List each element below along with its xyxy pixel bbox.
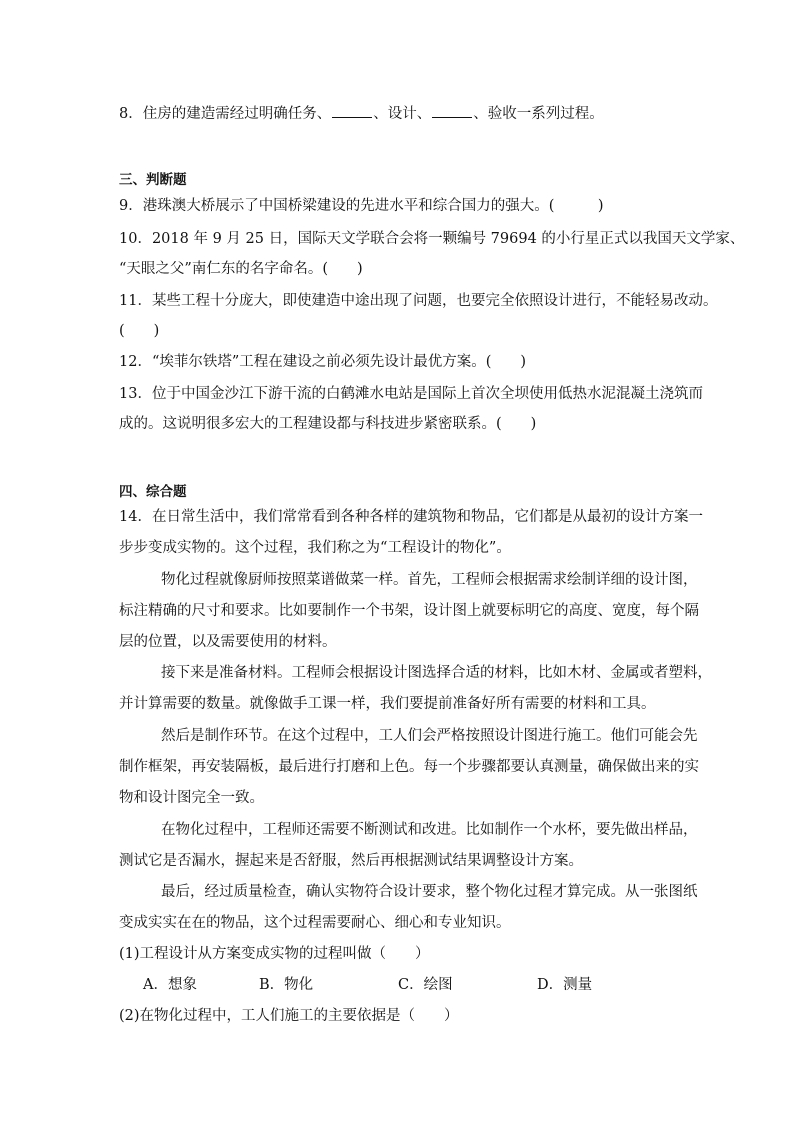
option-d[interactable]: D．测量 <box>537 977 593 993</box>
section-3-title: 三、判断题 <box>119 172 187 188</box>
passage-line: 步步变成实物的。这个过程，我们称之为“工程设计的物化”。 <box>119 540 511 556</box>
question-13-line-2: 成的。这说明很多宏大的工程建设都与科技进步紧密联系。( ) <box>119 416 537 432</box>
passage-line: 层的位置，以及需要使用的材料。 <box>119 634 337 650</box>
question-12: 12．“埃菲尔铁塔”工程在建设之前必须先设计最优方案。( ) <box>119 354 527 370</box>
sub-question-1-options <box>119 975 689 995</box>
passage-line: 然后是制作环节。在这个过程中，工人们会严格按照设计图进行施工。他们可能会先 <box>161 728 698 744</box>
question-8 <box>119 103 689 124</box>
passage-line: 14．在日常生活中，我们常常看到各种各样的建筑物和物品，它们都是从最初的设计方案一 <box>119 509 703 525</box>
question-8-suffix: 、验收一系列过程。 <box>473 106 604 122</box>
sub-question-2: (2)在物化过程中，工人们施工的主要依据是（ ） <box>119 1008 459 1024</box>
question-8-prefix: 8．住房的建造需经过明确任务、 <box>119 106 332 122</box>
passage-line: 制作框架，再安装隔板，最后进行打磨和上色。每一个步骤都要认真测量，确保做出来的实 <box>119 759 699 775</box>
question-11-line-2: ( ) <box>119 323 160 339</box>
option-b[interactable]: B．物化 <box>259 977 314 993</box>
sub-question-1: (1)工程设计从方案变成实物的过程叫做（ ） <box>119 946 430 962</box>
passage-line: 最后，经过质量检查，确认实物符合设计要求，整个物化过程才算完成。从一张图纸 <box>161 884 698 900</box>
passage-line: 并计算需要的数量。就像做手工课一样，我们要提前准备好所有需要的材料和工具。 <box>119 696 656 712</box>
passage-line: 在物化过程中，工程师还需要不断测试和改进。比如制作一个水杯，要先做出样品， <box>161 822 698 838</box>
passage-line: 变成实实在在的物品，这个过程需要耐心、细心和专业知识。 <box>119 915 511 931</box>
option-c[interactable]: C．绘图 <box>398 977 453 993</box>
section-4-title: 四、综合题 <box>119 484 187 500</box>
question-11-line-1: 11．某些工程十分庞大，即使建造中途出现了问题，也要完全依照设计进行，不能轻易改动。 <box>119 293 718 309</box>
answer-blank-1[interactable] <box>332 103 372 118</box>
question-8-mid: 、设计、 <box>373 106 432 122</box>
passage-line: 物和设计图完全一致。 <box>119 790 264 806</box>
question-9: 9．港珠澳大桥展示了中国桥梁建设的先进水平和综合国力的强大。( ) <box>119 198 604 214</box>
passage-line: 接下来是准备材料。工程师会根据设计图选择合适的材料，比如木材、金属或者塑料， <box>161 665 712 681</box>
answer-blank-2[interactable] <box>432 103 472 118</box>
question-10-line-2: “天眼之父”南仁东的名字命名。( ) <box>119 261 363 277</box>
passage-line: 标注精确的尺寸和要求。比如要制作一个书架，设计图上就要标明它的高度、宽度，每个隔 <box>119 603 699 619</box>
question-10-line-1: 10．2018 年 9 月 25 日，国际天文学联合会将一颗编号 79694 的小行星正式以我国天文学家、 <box>119 231 745 247</box>
passage-line: 物化过程就像厨师按照菜谱做菜一样。首先，工程师会根据需求绘制详细的设计图， <box>161 572 698 588</box>
option-a[interactable]: A．想象 <box>143 977 197 993</box>
passage-line: 测试它是否漏水，握起来是否舒服，然后再根据测试结果调整设计方案。 <box>119 853 583 869</box>
question-13-line-1: 13．位于中国金沙江下游干流的白鹤滩水电站是国际上首次全坝使用低热水泥混凝土浇筑而 <box>119 386 703 402</box>
